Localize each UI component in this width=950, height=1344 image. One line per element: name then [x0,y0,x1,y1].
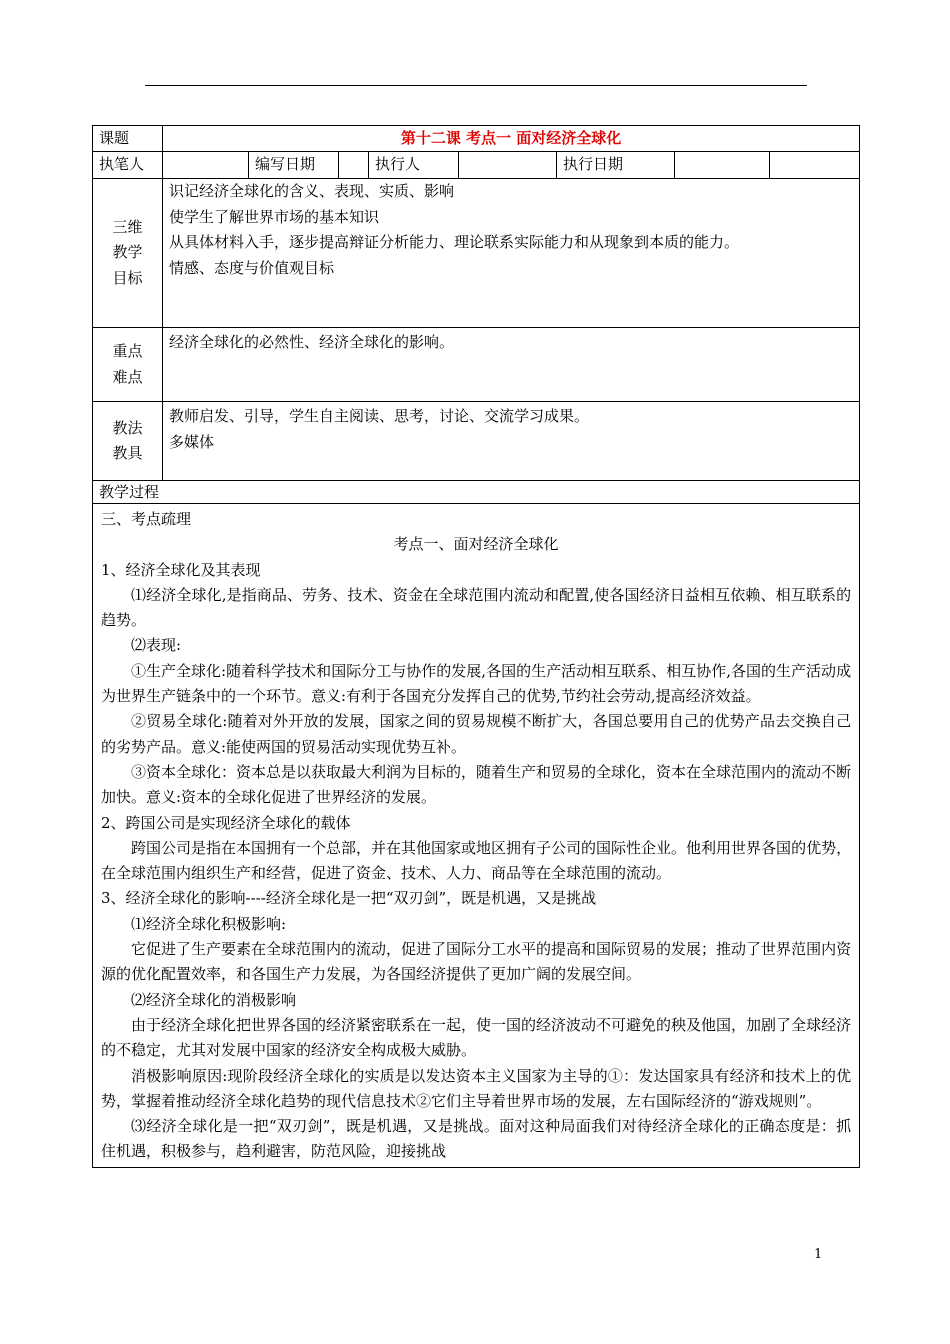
goals-row [93,179,860,328]
goal-item: 从具体材料入手，逐步提高辩证分析能力、理论联系实际能力和从现象到本质的能力。 [169,233,740,251]
compile-date-label: 编写日期 [249,152,339,179]
goals-content [163,179,860,328]
process-content-row [93,504,860,1168]
goal-item: 使学生了解世界市场的基本知识 [169,207,380,226]
paragraph: ⑵经济全球化的消极影响 [131,990,297,1009]
exec-date-label: 执行日期 [557,152,675,179]
key-points-row [93,328,860,402]
process-label: 教学过程 [93,481,860,504]
key-points-label: 重点 难点 [93,328,163,402]
paragraph: 消极影响原因:现阶段经济全球化的实质是以发达资本主义国家为主导的①：发达国家具有经济和技术上的优势，掌握着推动经济全球化趋势的现代信息技术②它们主导着世界市场的发展，左右国际经济的“游戏规则”。 [101,1066,852,1110]
executor-label: 执行人 [369,152,459,179]
meta-row [93,152,860,179]
methods-content: 教师启发、引导，学生自主阅读、思考，讨论、交流学习成果。 多媒体 [163,402,860,481]
paragraph: 它促进了生产要素在全球范围内的流动，促进了国际分工水平的提高和国际贸易的发展；推动了世界范围内资源的优化配置效率，和各国生产力发展，为各国经济提供了更加广阔的发展空间。 [101,940,852,984]
key-points-content: 经济全球化的必然性、经济全球化的影响。 [163,328,860,402]
methods-label: 教法 教具 [93,402,163,481]
title-row [93,126,860,152]
header-rule [145,85,807,86]
page-title: 第十二课 考点一 面对经济全球化 [163,126,860,152]
goal-item: 情感、态度与价值观目标 [169,258,335,277]
topic-label: 课题 [93,126,163,152]
compile-date-value [339,152,369,179]
paragraph: ⑴经济全球化积极影响: [131,914,287,933]
author-value [163,152,249,179]
goals-label: 三维 教学 目标 [93,179,163,328]
paragraph: ②贸易全球化:随着对外开放的发展，国家之间的贸易规模不断扩大，各国总要用自己的优势产品去交换自己的劣势产品。意义:能使两国的贸易活动实现优势互补。 [101,712,852,756]
goal-item: 识记经济全球化的含义、表现、实质、影响 [169,182,455,200]
process-content [93,504,860,1168]
process-header-row [93,481,860,504]
exec-date-value [675,152,770,179]
paragraph: ⑵表现: [131,636,182,655]
section-heading: 三、考点疏理 [101,510,192,528]
paragraph: ①生产全球化:随着科学技术和国际分工与协作的发展,各国的生产活动相互联系、相互协作,各国的生产活动成为世界生产链条中的一个环节。意义:有利于各国充分发挥自己的优势,节约社会劳动,提高经济效益。 [101,661,852,706]
blank-cell [770,152,860,179]
center-title: 考点一、面对经济全球化 [393,535,559,554]
methods-row [93,402,860,481]
page-number: 1 [814,1247,823,1262]
heading-1: 1、经济全球化及其表现 [101,560,261,579]
paragraph: ⑶经济全球化是一把“双刃剑”，既是机遇，又是挑战。面对这种局面我们对待经济全球化的正确态度是：抓住机遇，积极参与，趋利避害，防范风险，迎接挑战 [101,1117,852,1161]
lesson-plan-table [92,125,860,1168]
heading-2: 2、跨国公司是实现经济全球化的载体 [101,813,351,832]
paragraph: 由于经济全球化把世界各国的经济紧密联系在一起，使一国的经济波动不可避免的秧及他国，加剧了全球经济的不稳定，尤其对发展中国家的经济安全构成极大威胁。 [101,1015,852,1060]
paragraph: ③资本全球化：资本总是以获取最大利润为目标的，随着生产和贸易的全球化，资本在全球范围内的流动不断加快。意义:资本的全球化促进了世界经济的发展。 [101,762,852,807]
executor-value [459,152,557,179]
paragraph: 跨国公司是指在本国拥有一个总部，并在其他国家或地区拥有子公司的国际性企业。他利用世界各国的优势，在全球范围内组织生产和经营，促进了资金、技术、人力、商品等在全球范围的流动。 [101,838,852,883]
heading-3: 3、经济全球化的影响----经济全球化是一把“双刃剑”，既是机遇，又是挑战 [101,889,597,908]
paragraph: ⑴经济全球化,是指商品、劳务、技术、资金在全球范围内流动和配置,使各国经济日益相互依赖、相互联系的趋势。 [101,585,852,630]
author-label: 执笔人 [93,152,163,179]
